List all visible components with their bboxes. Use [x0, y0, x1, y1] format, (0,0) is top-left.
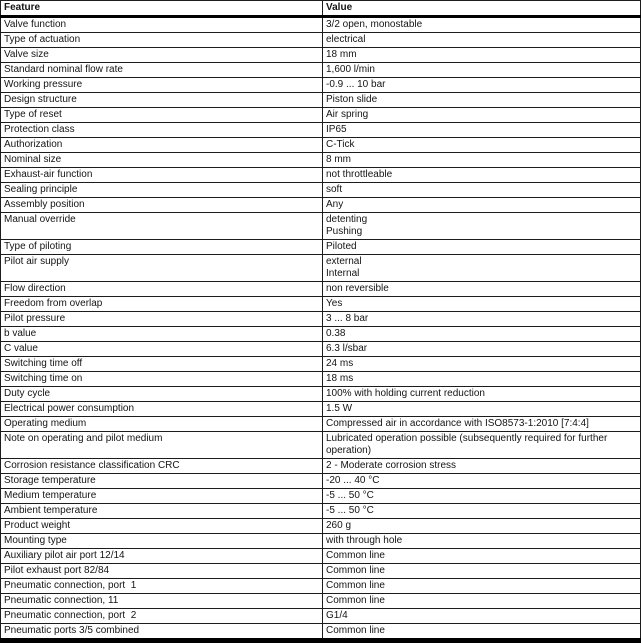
value-text: -0.9 ... 10 bar — [326, 79, 386, 90]
table-row — [1, 417, 641, 432]
value-text: Lubricated operation possible (subsequently required for further operation) — [326, 433, 611, 456]
value-text: 3/2 open, monostable — [326, 19, 423, 30]
feature-cell — [1, 579, 323, 594]
value-cell — [323, 183, 641, 198]
feature-cell — [1, 63, 323, 78]
feature-text: Type of reset — [4, 109, 62, 120]
value-text: 24 ms — [326, 358, 354, 369]
value-cell — [323, 579, 641, 594]
value-cell — [323, 168, 641, 183]
feature-cell — [1, 387, 323, 402]
value-cell — [323, 198, 641, 213]
value-cell — [323, 549, 641, 564]
feature-cell — [1, 213, 323, 240]
value-text: 1.5 W — [326, 403, 353, 414]
table-row — [1, 432, 641, 459]
value-text: detenting — [326, 214, 368, 225]
value-text: IP65 — [326, 124, 347, 135]
feature-cell — [1, 594, 323, 609]
table-row — [1, 123, 641, 138]
feature-text: Medium temperature — [4, 490, 97, 501]
value-text: G1/4 — [326, 610, 348, 621]
feature-text: Manual override — [4, 214, 76, 225]
table-row — [1, 387, 641, 402]
feature-cell — [1, 357, 323, 372]
value-cell — [323, 474, 641, 489]
value-text: Pushing — [326, 226, 363, 237]
feature-cell — [1, 297, 323, 312]
feature-cell — [1, 372, 323, 387]
table-row — [1, 459, 641, 474]
table-row — [1, 240, 641, 255]
feature-text: Ambient temperature — [4, 505, 98, 516]
feature-text: Pilot exhaust port 82/84 — [4, 565, 110, 576]
feature-text: Type of actuation — [4, 34, 81, 45]
table-row — [1, 153, 641, 168]
value-text: soft — [326, 184, 343, 195]
value-cell — [323, 33, 641, 48]
feature-cell — [1, 153, 323, 168]
value-text: 18 mm — [326, 49, 357, 60]
feature-text: Freedom from overlap — [4, 298, 103, 309]
feature-text: Pneumatic connection, port 1 — [4, 580, 137, 591]
value-text: 100% with holding current reduction — [326, 388, 485, 399]
feature-cell — [1, 108, 323, 123]
spec-table-body — [1, 17, 641, 641]
feature-text: Assembly position — [4, 199, 85, 210]
feature-text: Storage temperature — [4, 475, 96, 486]
feature-text: Type of piloting — [4, 241, 72, 252]
value-cell — [323, 108, 641, 123]
feature-cell — [1, 168, 323, 183]
table-row — [1, 579, 641, 594]
table-row — [1, 624, 641, 641]
value-text: C-Tick — [326, 139, 355, 150]
feature-text: Sealing principle — [4, 184, 78, 195]
feature-text: Operating medium — [4, 418, 87, 429]
feature-cell — [1, 504, 323, 519]
value-text: 18 ms — [326, 373, 354, 384]
feature-cell — [1, 534, 323, 549]
feature-cell — [1, 327, 323, 342]
table-row — [1, 63, 641, 78]
feature-text: Authorization — [4, 139, 63, 150]
feature-text: Nominal size — [4, 154, 62, 165]
value-text: -20 ... 40 °C — [326, 475, 380, 486]
value-text: Common line — [326, 565, 385, 576]
feature-text: Mounting type — [4, 535, 67, 546]
value-cell — [323, 624, 641, 641]
feature-text: Pneumatic connection, port 2 — [4, 610, 137, 621]
feature-cell — [1, 519, 323, 534]
table-row — [1, 534, 641, 549]
feature-cell — [1, 198, 323, 213]
feature-text: Valve size — [4, 49, 49, 60]
feature-cell — [1, 255, 323, 282]
value-cell — [323, 63, 641, 78]
value-text: Compressed air in accordance with ISO8573-1:2010 [7:4:4] — [326, 418, 589, 429]
value-text: Piston slide — [326, 94, 378, 105]
feature-text: Switching time on — [4, 373, 83, 384]
table-row — [1, 48, 641, 63]
value-cell — [323, 417, 641, 432]
feature-text: Pilot air supply — [4, 256, 70, 267]
feature-cell — [1, 240, 323, 255]
value-cell — [323, 609, 641, 624]
value-text: Piloted — [326, 241, 357, 252]
table-row — [1, 549, 641, 564]
feature-text: Design structure — [4, 94, 77, 105]
value-cell — [323, 312, 641, 327]
feature-cell — [1, 123, 323, 138]
table-row — [1, 255, 641, 282]
feature-text: Electrical power consumption — [4, 403, 135, 414]
value-cell — [323, 48, 641, 63]
feature-cell — [1, 17, 323, 33]
feature-text: Standard nominal flow rate — [4, 64, 123, 75]
value-cell — [323, 78, 641, 93]
feature-cell — [1, 459, 323, 474]
value-cell — [323, 240, 641, 255]
table-row — [1, 93, 641, 108]
value-cell — [323, 357, 641, 372]
table-row — [1, 33, 641, 48]
value-text: non reversible — [326, 283, 389, 294]
value-text: with through hole — [326, 535, 403, 546]
table-row — [1, 357, 641, 372]
value-cell — [323, 402, 641, 417]
value-cell — [323, 387, 641, 402]
table-row — [1, 312, 641, 327]
table-row — [1, 198, 641, 213]
table-row — [1, 213, 641, 240]
feature-cell — [1, 564, 323, 579]
feature-text: Valve function — [4, 19, 67, 30]
value-text: Yes — [326, 298, 343, 309]
table-row — [1, 342, 641, 357]
feature-text: b value — [4, 328, 37, 339]
feature-cell — [1, 312, 323, 327]
feature-cell — [1, 624, 323, 641]
table-row — [1, 183, 641, 198]
value-text: 0.38 — [326, 328, 346, 339]
value-cell — [323, 93, 641, 108]
feature-cell — [1, 183, 323, 198]
value-text: not throttleable — [326, 169, 393, 180]
table-row — [1, 609, 641, 624]
value-cell — [323, 282, 641, 297]
table-row — [1, 489, 641, 504]
table-row — [1, 108, 641, 123]
value-cell — [323, 123, 641, 138]
feature-text: Exhaust-air function — [4, 169, 93, 180]
feature-column-header: Feature — [1, 1, 323, 17]
feature-cell — [1, 609, 323, 624]
table-row — [1, 282, 641, 297]
table-row — [1, 594, 641, 609]
table-row — [1, 474, 641, 489]
feature-text: Protection class — [4, 124, 75, 135]
feature-cell — [1, 93, 323, 108]
feature-cell — [1, 282, 323, 297]
value-text: 260 g — [326, 520, 352, 531]
table-row — [1, 504, 641, 519]
table-row — [1, 564, 641, 579]
value-cell — [323, 432, 641, 459]
value-text: 2 - Moderate corrosion stress — [326, 460, 457, 471]
feature-text: Pilot pressure — [4, 313, 66, 324]
value-text: Air spring — [326, 109, 369, 120]
value-text: Common line — [326, 550, 385, 561]
feature-cell — [1, 402, 323, 417]
value-cell — [323, 504, 641, 519]
feature-text: Working pressure — [4, 79, 83, 90]
value-cell — [323, 153, 641, 168]
value-cell — [323, 519, 641, 534]
value-text: external — [326, 256, 362, 267]
table-row — [1, 402, 641, 417]
feature-text: Corrosion resistance classification CRC — [4, 460, 180, 471]
value-text: electrical — [326, 34, 366, 45]
feature-text: Auxiliary pilot air port 12/14 — [4, 550, 125, 561]
value-text: 1,600 l/min — [326, 64, 375, 75]
feature-cell — [1, 33, 323, 48]
value-text: Common line — [326, 580, 385, 591]
feature-text: C value — [4, 343, 38, 354]
feature-cell — [1, 417, 323, 432]
feature-text: Switching time off — [4, 358, 83, 369]
header-row — [1, 1, 641, 17]
value-column-header: Value — [323, 1, 641, 17]
feature-cell — [1, 138, 323, 153]
value-text: Common line — [326, 595, 385, 606]
feature-text: Pneumatic ports 3/5 combined — [4, 625, 140, 636]
table-row — [1, 372, 641, 387]
value-text: Any — [326, 199, 344, 210]
feature-cell — [1, 342, 323, 357]
value-text: 8 mm — [326, 154, 351, 165]
value-cell — [323, 138, 641, 153]
table-row — [1, 17, 641, 33]
table-row — [1, 327, 641, 342]
value-cell — [323, 342, 641, 357]
value-text: Internal — [326, 268, 360, 279]
feature-cell — [1, 474, 323, 489]
value-text: Common line — [326, 625, 385, 636]
value-cell — [323, 17, 641, 33]
feature-text: Note on operating and pilot medium — [4, 433, 163, 444]
value-text: 3 ... 8 bar — [326, 313, 369, 324]
table-row — [1, 78, 641, 93]
value-cell — [323, 327, 641, 342]
feature-text: Duty cycle — [4, 388, 51, 399]
feature-cell — [1, 489, 323, 504]
value-cell — [323, 489, 641, 504]
feature-text: Flow direction — [4, 283, 66, 294]
value-cell — [323, 255, 641, 282]
value-text: -5 ... 50 °C — [326, 490, 374, 501]
spec-table-header — [1, 1, 641, 17]
value-cell — [323, 459, 641, 474]
table-row — [1, 168, 641, 183]
feature-cell — [1, 432, 323, 459]
table-row — [1, 519, 641, 534]
value-cell — [323, 534, 641, 549]
feature-text: Product weight — [4, 520, 71, 531]
value-text: 6.3 l/sbar — [326, 343, 368, 354]
feature-cell — [1, 78, 323, 93]
value-cell — [323, 213, 641, 240]
value-cell — [323, 594, 641, 609]
value-text: -5 ... 50 °C — [326, 505, 374, 516]
feature-cell — [1, 48, 323, 63]
table-row — [1, 138, 641, 153]
value-cell — [323, 372, 641, 387]
value-cell — [323, 297, 641, 312]
value-cell — [323, 564, 641, 579]
feature-cell — [1, 549, 323, 564]
feature-text: Pneumatic connection, 11 — [4, 595, 119, 606]
table-row — [1, 297, 641, 312]
